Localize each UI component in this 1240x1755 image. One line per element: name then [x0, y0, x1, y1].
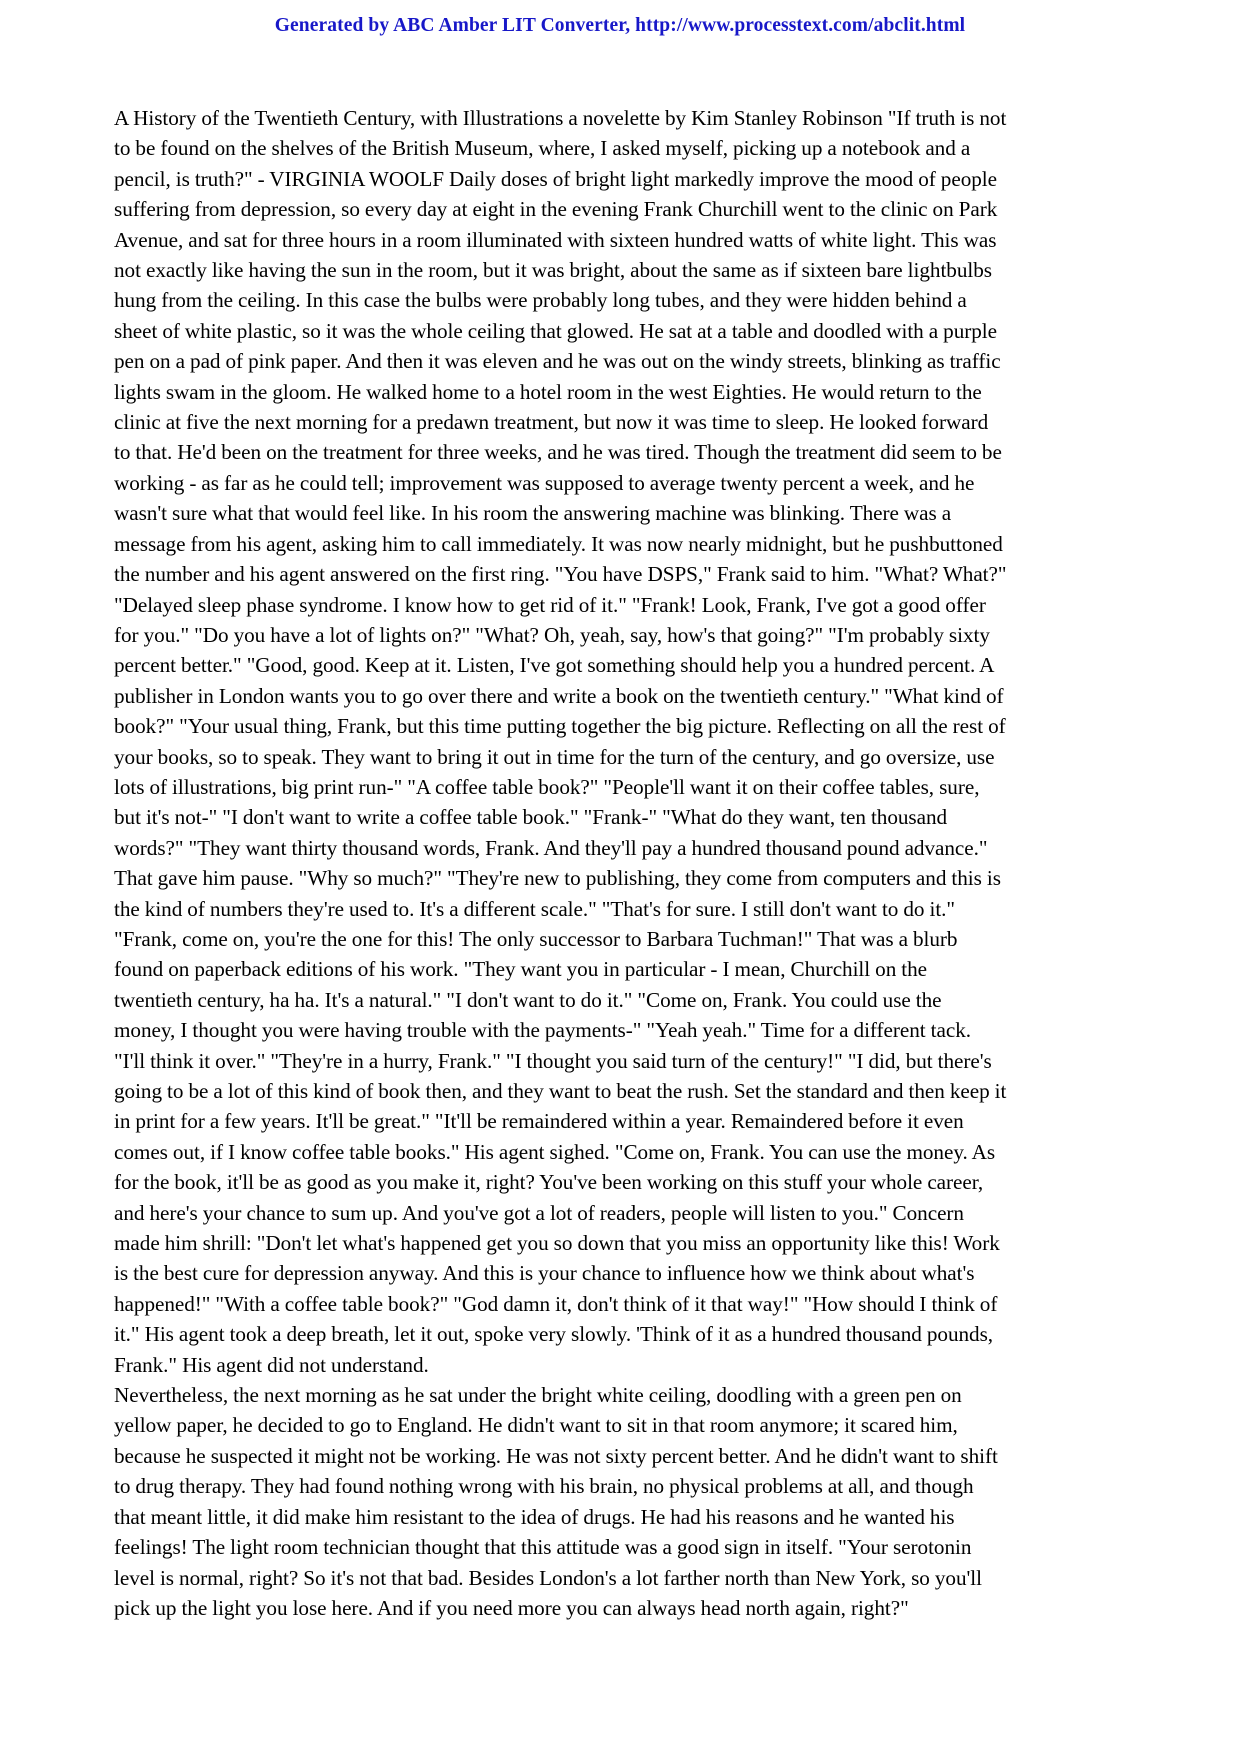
paragraph: Nevertheless, the next morning as he sat under the bright white ceiling, doodling with a green pen on yellow paper, he decided to go to England. He didn't want to sit in that room anymore; it scared him, because he suspected it might not be working. He was not sixty percent better. And he didn't want to shift to drug therapy. They had found nothing wrong with his brain, no physical problems at all, and though that meant little, it did make him resistant to the idea of drugs. He had his reasons and he wanted his feelings! The light room technician thought that this attitude was a good sign in itself. "Your serotonin level is normal, right? So it's not that bad. Besides London's a lot farther north than New York, so you'll pick up the light you lose here. And if you need more you can always head north again, right?": [114, 1383, 998, 1620]
document-body: [114, 103, 1007, 1623]
converter-banner[interactable]: Generated by ABC Amber LIT Converter, http://www.processtext.com/abclit.html: [274, 15, 966, 36]
paragraph: A History of the Twentieth Century, with Illustrations a novelette by Kim Stanley Robinson "If truth is not to be found on the shelves of the British Museum, where, I asked myself, picking up a notebook and a pencil, is truth?" - VIRGINIA WOOLF Daily doses of bright light markedly improve the mood of people suffering from depression, so every day at eight in the evening Frank Churchill went to the clinic on Park Avenue, and sat for three hours in a room illuminated with sixteen hundred watts of white light. This was not exactly like having the sun in the room, but it was bright, about the same as if sixteen bare lightbulbs hung from the ceiling. In this case the bulbs were probably long tubes, and they were hidden behind a sheet of white plastic, so it was the whole ceiling that glowed. He sat at a table and doodled with a purple pen on a pad of pink paper. And then it was eleven and he was out on the windy streets, blinking as traffic lights swam in the gloom. He walked home to a hotel room in the west Eighties. He would return to the clinic at five the next morning for a predawn treatment, but now it was time to sleep. He looked forward to that. He'd been on the treatment for three weeks, and he was tired. Though the treatment did seem to be working - as far as he could tell; improvement was supposed to average twenty percent a week, and he wasn't sure what that would feel like. In his room the answering machine was blinking. There was a message from his agent, asking him to call immediately. It was now nearly midnight, but he pushbuttoned the number and his agent answered on the first ring. "You have DSPS," Frank said to him. "What? What?" "Delayed sleep phase syndrome. I know how to get rid of it." "Frank! Look, Frank, I've got a good offer for you." "Do you have a lot of lights on?" "What? Oh, yeah, say, how's that going?" "I'm probably sixty percent better." "Good, good. Keep at it. Listen, I've got something should help you a hundred percent. A publisher in London wants you to go over there and write a book on the twentieth century." "What kind of book?" "Your usual thing, Frank, but this time putting together the big picture. Reflecting on all the rest of your books, so to speak. They want to bring it out in time for the turn of the century, and go oversize, use lots of illustrations, big print run-" "A coffee table book?" "People'll want it on their coffee tables, sure, but it's not-" "I don't want to write a coffee table book." "Frank-" "What do they want, ten thousand words?" "They want thirty thousand words, Frank. And they'll pay a hundred thousand pound advance." That gave him pause. "Why so much?" "They're new to publishing, they come from computers and this is the kind of numbers they're used to. It's a different scale." "That's for sure. I still don't want to do it." "Frank, come on, you're the one for this! The only successor to Barbara Tuchman!" That was a blurb found on paperback editions of his work. "They want you in particular - I mean, Churchill on the twentieth century, ha ha. It's a natural." "I don't want to do it." "Come on, Frank. You could use the money, I thought you were having trouble with the payments-" "Yeah yeah." Time for a different tack. "I'll think it over." "They're in a hurry, Frank." "I thought you said turn of the century!" "I did, but there's going to be a lot of this kind of book then, and they want to beat the rush. Set the standard and then keep it in print for a few years. It'll be great." "It'll be remaindered within a year. Remaindered before it even comes out, if I know coffee table books." His agent sighed. "Come on, Frank. You can use the money. As for the book, it'll be as good as you make it, right? You've been working on this stuff your whole career, and here's your chance to sum up. And you've got a lot of readers, people will listen to you." Concern made him shrill: "Don't let what's happened get you so down that you miss an opportunity like this! Work is the best cure for depression anyway. And this is your chance to influence how we think about what's happened!" "With a coffee table book?" "God damn it, don't think of it that way!" "How should I think of it." His agent took a deep breath, let it out, spoke very slowly. 'Think of it as a hundred thousand pounds, Frank." His agent did not understand.: [114, 106, 1007, 1377]
